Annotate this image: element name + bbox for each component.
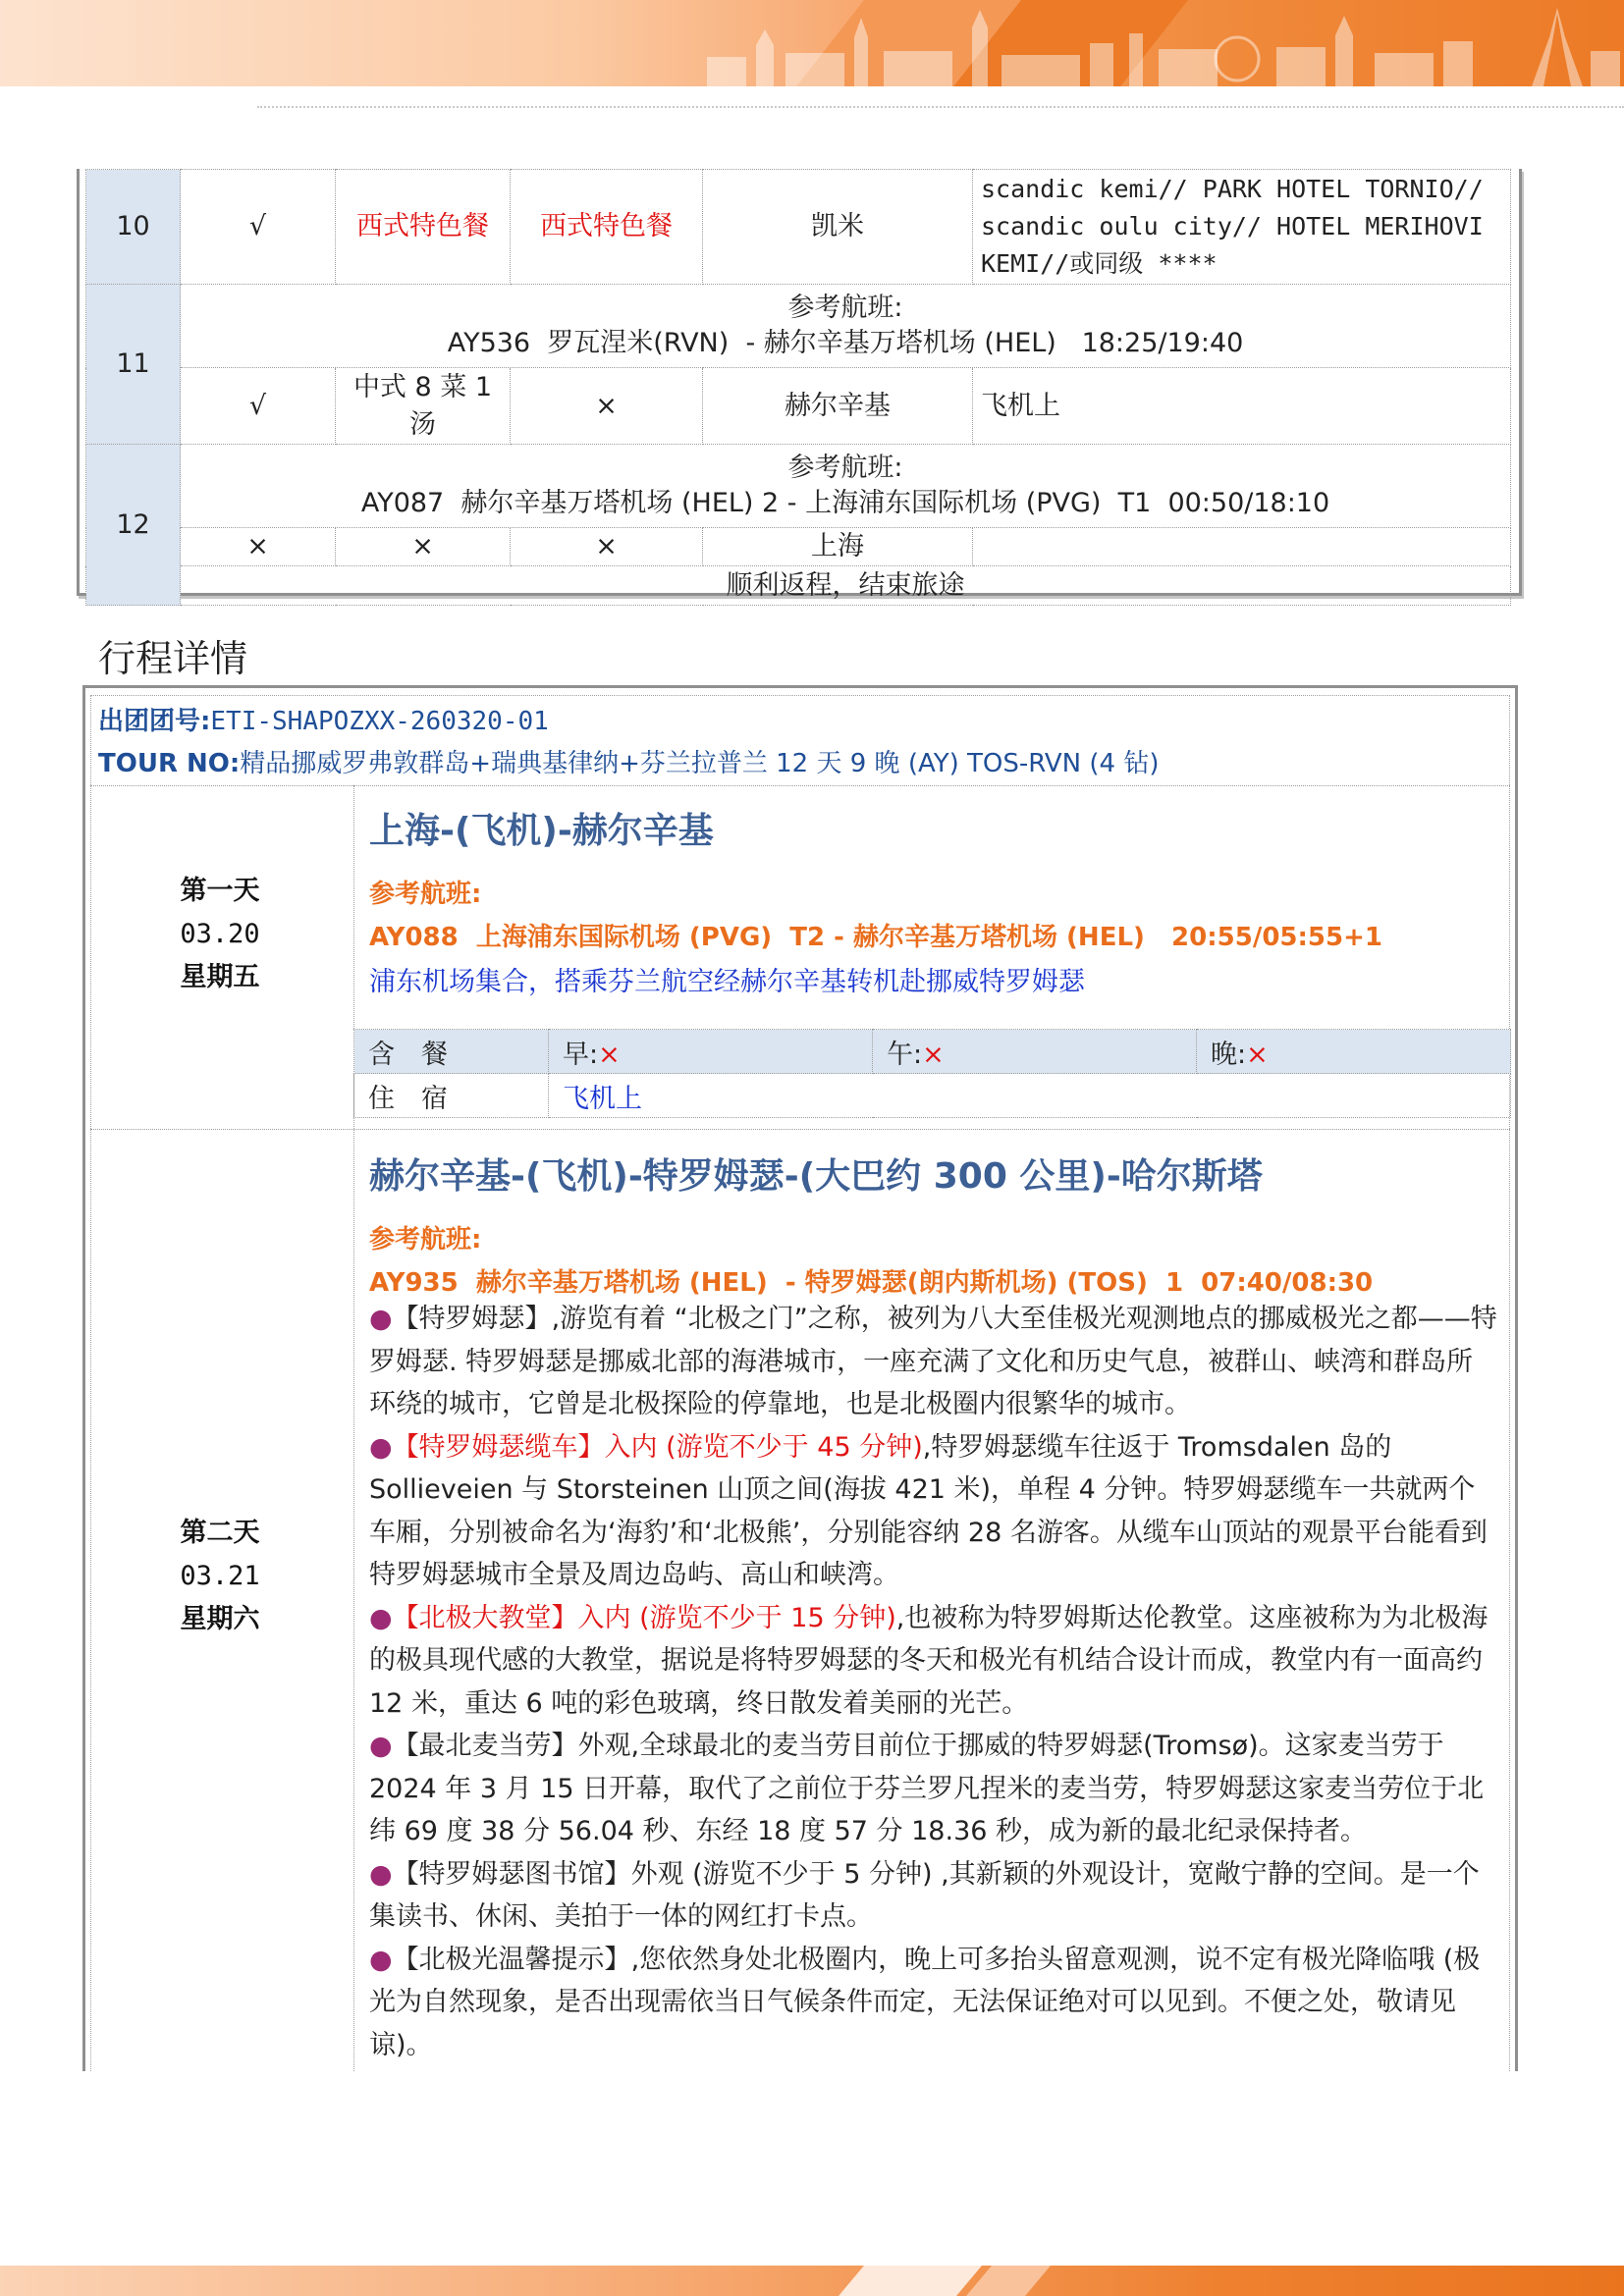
dinner-cell: 西式特色餐 [511, 170, 703, 285]
day-one-label [90, 870, 350, 999]
divider [353, 785, 354, 2071]
day-number: 12 [86, 445, 181, 606]
paragraph [369, 1853, 1498, 1939]
breakfast-meal [549, 1030, 873, 1074]
day-title: 赫尔辛基-(飞机)-特罗姆瑟-(大巴约 300 公里)-哈尔斯塔 [369, 1156, 1263, 1197]
day-weekday: 星期六 [180, 1604, 260, 1634]
paragraph-title: 【北极大教堂】入内 (游览不少于 15 分钟) [392, 1602, 896, 1633]
city-cell: 赫尔辛基 [703, 368, 973, 445]
paragraph [369, 1298, 1498, 1426]
breakfast-cell: √ [181, 170, 336, 285]
lunch-value: × [922, 1039, 945, 1070]
dinner-label: 晚: [1211, 1039, 1247, 1070]
table-row [86, 368, 1511, 445]
dinner-meal [1197, 1030, 1511, 1074]
day-note: 浦东机场集合，搭乘芬兰航空经赫尔辛基转机赴挪威特罗姆瑟 [369, 967, 1085, 997]
section-title: 行程详情 [98, 637, 248, 680]
hotel-cell: 飞机上 [973, 368, 1511, 445]
paragraph-text: 外观 (游览不少于 5 分钟) ,其新颖的外观设计，宽敞宁静的空间。是一个集读书、休闲、美拍于一体的网红打卡点。 [369, 1858, 1480, 1932]
paragraph [369, 1939, 1498, 2067]
bullet-icon: ● [369, 1858, 393, 1890]
day-description [369, 1298, 1498, 2066]
breakfast-cell: √ [181, 368, 336, 445]
lunch-cell: × [336, 528, 511, 566]
flight-cell [181, 285, 1511, 368]
breakfast-value: × [598, 1039, 621, 1070]
day-title: 上海-(飞机)-赫尔辛基 [369, 811, 714, 851]
paragraph-text: ,特罗姆瑟缆车往返于 Tromsdalen 岛的 Sollieveien 与 Storsteinen 山顶之间(海拔 421 米)，单程 4 分钟。特罗姆瑟缆车一共就两个车厢，分别被命名为‘海豹’和‘北极熊’，分别能容纳 28 名游客。从缆车山顶站的观景平台能看到特罗姆瑟城市全景及周边岛屿、高山和峡湾。 [369, 1431, 1488, 1590]
day-number: 11 [86, 285, 181, 445]
schedule-table [85, 169, 1511, 606]
table-row [86, 566, 1511, 606]
paragraph [369, 1426, 1498, 1597]
closing-note: 顺利返程，结束旅途 [181, 566, 1511, 606]
stay-value: 飞机上 [549, 1074, 1511, 1118]
divider [90, 785, 1510, 786]
hotel-cell [973, 528, 1511, 566]
reference-flight-label: 参考航班: [369, 880, 482, 909]
day-date: 03.20 [180, 919, 260, 949]
day-date: 03.21 [180, 1561, 260, 1591]
group-no-value: ETI-SHAPOZXX-260320-01 [210, 707, 549, 736]
reference-flight-label: 参考航班: [369, 1225, 482, 1255]
day-two-label [90, 1512, 350, 1641]
tour-header [98, 701, 1160, 785]
bullet-icon: ● [369, 1431, 393, 1463]
divider [90, 1129, 1510, 1130]
paragraph-title: 【北极光温馨提示】 [392, 1944, 631, 1975]
day-weekday: 星期五 [180, 962, 260, 992]
table-row [86, 445, 1511, 528]
day-number: 10 [86, 170, 181, 285]
paragraph-title: 【特罗姆瑟图书馆】 [392, 1858, 631, 1890]
paragraph-text: 外观,全球最北的麦当劳目前位于挪威的特罗姆瑟(Tromsø)。这家麦当劳于 2024 年 3 月 15 日开幕，取代了之前位于芬兰罗凡捏米的麦当劳，特罗姆瑟这家麦当劳位于北纬 69 度 38 分 56.04 秒、东经 18 度 57 分 18.36 秒，成为新的最北纪录保持者。 [369, 1731, 1485, 1846]
tour-no-label: TOUR NO: [98, 749, 241, 778]
flight-label: 参考航班: [787, 293, 903, 323]
flight-cell [181, 445, 1511, 528]
flight-info: AY087 赫尔辛基万塔机场 (HEL) 2 - 上海浦东国际机场 (PVG) T1 00:50/18:10 [360, 488, 1330, 518]
reference-flight: AY088 上海浦东国际机场 (PVG) T2 - 赫尔辛基万塔机场 (HEL) 20:55/05:55+1 [369, 923, 1382, 952]
paragraph-title: 【最北麦当劳】 [392, 1731, 578, 1761]
paragraph-title: 【特罗姆瑟缆车】入内 (游览不少于 45 分钟) [392, 1431, 923, 1463]
city-skyline-icon [687, 8, 1624, 86]
stay-label: 住 宿 [354, 1074, 549, 1118]
lunch-meal [873, 1030, 1197, 1074]
flight-label: 参考航班: [787, 453, 903, 483]
paragraph [369, 1597, 1498, 1726]
breakfast-label: 早: [563, 1039, 599, 1070]
bullet-icon: ● [369, 1944, 393, 1975]
footer-banner [0, 2266, 1624, 2296]
bullet-icon: ● [369, 1304, 393, 1334]
breakfast-cell: × [181, 528, 336, 566]
meal-label: 含 餐 [354, 1030, 549, 1074]
header-divider [257, 106, 1624, 108]
table-row [86, 285, 1511, 368]
stay-row [354, 1074, 1511, 1118]
bullet-icon: ● [369, 1602, 393, 1633]
dinner-cell: × [511, 368, 703, 445]
tour-name: 精品挪威罗弗敦群岛+瑞典基律纳+芬兰拉普兰 12 天 9 晚 (AY) TOS-RVN (4 钻) [240, 749, 1160, 778]
paragraph [369, 1725, 1498, 1853]
paragraph-text: ,游览有着 “北极之门”之称，被列为八大至佳极光观测地点的挪威极光之都——特罗姆瑟. 特罗姆瑟是挪威北部的海港城市，一座充满了文化和历史气息，被群山、峡湾和群岛所环绕的城市，它曾是北极探险的停靠地，也是北极圈内很繁华的城市。 [369, 1304, 1497, 1419]
meal-table [353, 1029, 1511, 1118]
day-name: 第二天 [180, 1518, 260, 1548]
dinner-cell: × [511, 528, 703, 566]
city-cell: 上海 [703, 528, 973, 566]
bullet-icon: ● [369, 1731, 393, 1761]
lunch-label: 午: [887, 1039, 923, 1070]
flight-info: AY536 罗瓦涅米(RVN) - 赫尔辛基万塔机场 (HEL) 18:25/19:40 [447, 328, 1244, 358]
city-cell: 凯米 [703, 170, 973, 285]
table-row [86, 170, 1511, 285]
paragraph-title: 【特罗姆瑟】 [392, 1304, 552, 1334]
reference-flight: AY935 赫尔辛基万塔机场 (HEL) - 特罗姆瑟(朗内斯机场) (TOS) 1 07:40/08:30 [369, 1268, 1374, 1298]
lunch-cell: 西式特色餐 [336, 170, 511, 285]
paragraph-text: ,您依然身处北极圈内，晚上可多抬头留意观测，说不定有极光降临哦 (极光为自然现象，是否出现需依当日气候条件而定，无法保证绝对可以见到。不便之处，敬请见谅)。 [369, 1944, 1481, 2060]
day-name: 第一天 [180, 876, 260, 906]
hotel-cell: scandic kemi// PARK HOTEL TORNIO// scandic oulu city// HOTEL MERIHOVI KEMI//或同级 **** [973, 170, 1511, 285]
dinner-value: × [1246, 1039, 1269, 1070]
meal-row [354, 1030, 1511, 1074]
table-row [86, 528, 1511, 566]
group-no-label: 出团团号: [98, 707, 211, 736]
lunch-cell: 中式 8 菜 1 汤 [336, 368, 511, 445]
paragraph-text: ,也被称为特罗姆斯达伦教堂。这座被称为为北极海的极具现代感的大教堂，据说是将特罗姆瑟的冬天和极光有机结合设计而成，教堂内有一面高约 12 米，重达 6 吨的彩色玻璃，终日散发着美丽的光芒。 [369, 1602, 1489, 1719]
